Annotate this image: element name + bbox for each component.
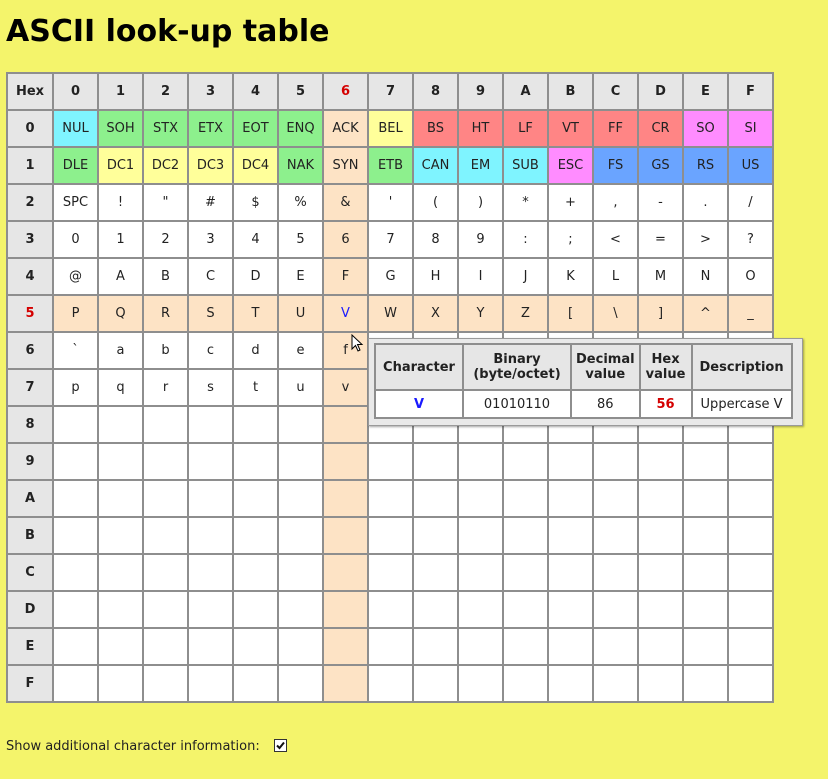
char-cell[interactable] [593,665,638,702]
char-cell[interactable]: SPC [53,184,98,221]
char-cell[interactable]: @ [53,258,98,295]
page-title: ASCII look-up table [6,14,330,49]
char-cell[interactable] [413,443,458,480]
char-cell[interactable] [278,517,323,554]
char-cell[interactable] [413,554,458,591]
char-cell[interactable]: V [323,295,368,332]
character-info-tooltip [368,338,803,426]
char-cell[interactable] [503,665,548,702]
column-header-5[interactable]: 5 [278,73,323,110]
char-cell[interactable]: SUB [503,147,548,184]
row-header-6[interactable]: 6 [7,332,53,369]
char-cell[interactable]: DC2 [143,147,188,184]
char-cell[interactable]: \ [593,295,638,332]
char-cell[interactable]: q [98,369,143,406]
char-cell[interactable]: NAK [278,147,323,184]
char-cell[interactable] [188,480,233,517]
column-header-0[interactable]: 0 [53,73,98,110]
char-cell[interactable]: SI [728,110,773,147]
char-cell[interactable] [98,443,143,480]
show-info-label: Show additional character information: [6,739,260,754]
char-cell[interactable]: M [638,258,683,295]
char-cell[interactable]: BEL [368,110,413,147]
table-row [7,443,773,480]
char-cell[interactable]: A [98,258,143,295]
table-row [7,221,773,258]
char-cell[interactable]: : [503,221,548,258]
char-cell[interactable] [278,443,323,480]
char-cell[interactable] [233,517,278,554]
char-cell[interactable]: ' [368,184,413,221]
column-header-1[interactable]: 1 [98,73,143,110]
char-cell[interactable]: NUL [53,110,98,147]
table-row [7,258,773,295]
char-cell[interactable] [278,665,323,702]
char-cell[interactable] [143,591,188,628]
char-cell[interactable] [53,591,98,628]
char-cell[interactable]: Y [458,295,503,332]
char-cell[interactable]: ? [728,221,773,258]
char-cell[interactable]: U [278,295,323,332]
char-cell[interactable] [143,443,188,480]
char-cell[interactable]: , [593,184,638,221]
char-cell[interactable] [638,443,683,480]
char-cell[interactable] [503,443,548,480]
char-cell[interactable]: e [278,332,323,369]
column-header-b[interactable]: B [548,73,593,110]
char-cell[interactable] [53,554,98,591]
char-cell[interactable] [458,591,503,628]
row-header-7[interactable]: 7 [7,369,53,406]
char-cell[interactable] [458,665,503,702]
char-cell[interactable]: SOH [98,110,143,147]
char-cell[interactable]: 6 [323,221,368,258]
char-cell[interactable] [323,443,368,480]
char-cell[interactable] [53,406,98,443]
char-cell[interactable]: DC3 [188,147,233,184]
char-cell[interactable] [548,628,593,665]
char-cell[interactable] [98,517,143,554]
char-cell[interactable] [188,554,233,591]
binary-value: 01010110 [463,390,571,418]
char-cell[interactable] [188,628,233,665]
char-cell[interactable] [638,628,683,665]
char-cell[interactable]: J [503,258,548,295]
char-cell[interactable] [143,554,188,591]
column-header-9[interactable]: 9 [458,73,503,110]
char-cell[interactable] [458,480,503,517]
char-cell[interactable]: Z [503,295,548,332]
char-cell[interactable]: = [638,221,683,258]
char-cell[interactable] [548,554,593,591]
char-cell[interactable]: p [53,369,98,406]
char-cell[interactable]: K [548,258,593,295]
table-row [7,184,773,221]
char-cell[interactable] [233,665,278,702]
column-header-3[interactable]: 3 [188,73,233,110]
char-cell[interactable]: 5 [278,221,323,258]
char-cell[interactable] [413,480,458,517]
char-cell[interactable] [638,665,683,702]
row-header-1[interactable]: 1 [7,147,53,184]
char-cell[interactable] [593,443,638,480]
char-cell[interactable] [593,591,638,628]
char-cell[interactable]: . [683,184,728,221]
char-cell[interactable] [503,517,548,554]
char-cell[interactable] [728,480,773,517]
char-cell[interactable] [233,628,278,665]
char-cell[interactable]: ! [98,184,143,221]
char-cell[interactable] [638,591,683,628]
char-cell[interactable]: D [233,258,278,295]
char-cell[interactable]: 1 [98,221,143,258]
row-header-9[interactable]: 9 [7,443,53,480]
column-header-6[interactable]: 6 [323,73,368,110]
char-cell[interactable]: GS [638,147,683,184]
char-cell[interactable] [683,480,728,517]
column-header-2[interactable]: 2 [143,73,188,110]
character-header-label: Character [383,359,455,375]
char-cell[interactable]: ETB [368,147,413,184]
table-row [7,295,773,332]
char-cell[interactable]: FF [593,110,638,147]
char-cell[interactable]: I [458,258,503,295]
char-cell[interactable] [548,665,593,702]
char-cell[interactable]: SO [683,110,728,147]
char-cell[interactable]: VT [548,110,593,147]
char-cell[interactable]: DLE [53,147,98,184]
hex-value: 56 [640,390,692,418]
char-cell[interactable] [728,517,773,554]
char-cell[interactable]: BS [413,110,458,147]
char-cell[interactable] [143,406,188,443]
char-cell[interactable]: f [323,332,368,369]
char-cell[interactable] [593,628,638,665]
char-cell[interactable] [53,628,98,665]
character-info-table [374,343,793,419]
char-cell[interactable] [323,665,368,702]
char-cell[interactable] [683,628,728,665]
column-header-d[interactable]: D [638,73,683,110]
char-cell[interactable]: c [188,332,233,369]
char-cell[interactable] [98,665,143,702]
char-cell[interactable]: FS [593,147,638,184]
row-header-2[interactable]: 2 [7,184,53,221]
row-header-c[interactable]: C [7,554,53,591]
char-cell[interactable] [278,406,323,443]
char-cell[interactable]: DC1 [98,147,143,184]
char-cell[interactable]: [ [548,295,593,332]
char-cell[interactable]: N [683,258,728,295]
char-cell[interactable]: US [728,147,773,184]
char-cell[interactable] [413,665,458,702]
char-cell[interactable] [323,554,368,591]
char-cell[interactable] [638,517,683,554]
char-cell[interactable] [143,665,188,702]
binary-header: Binary (byte/octet) [463,344,571,390]
char-cell[interactable] [323,591,368,628]
char-cell[interactable]: T [233,295,278,332]
char-cell[interactable]: G [368,258,413,295]
char-cell[interactable]: S [188,295,233,332]
char-cell[interactable] [683,665,728,702]
char-cell[interactable]: 2 [143,221,188,258]
char-cell[interactable] [368,480,413,517]
char-cell[interactable]: 8 [413,221,458,258]
char-cell[interactable] [98,591,143,628]
char-cell[interactable] [683,443,728,480]
char-cell[interactable]: ( [413,184,458,221]
row-header-0[interactable]: 0 [7,110,53,147]
char-cell[interactable] [548,591,593,628]
char-cell[interactable] [98,554,143,591]
char-cell[interactable]: ETX [188,110,233,147]
column-header-8[interactable]: 8 [413,73,458,110]
char-cell[interactable] [683,591,728,628]
char-cell[interactable] [368,554,413,591]
footer-option [6,739,287,754]
table-row [7,517,773,554]
char-cell[interactable]: LF [503,110,548,147]
decimal-header: Decimal value [571,344,640,390]
char-cell[interactable] [188,517,233,554]
char-cell[interactable]: P [53,295,98,332]
table-row [7,147,773,184]
char-cell[interactable] [323,517,368,554]
char-cell[interactable] [323,480,368,517]
char-cell[interactable] [98,406,143,443]
table-row [7,628,773,665]
char-cell[interactable] [728,443,773,480]
char-cell[interactable]: " [143,184,188,221]
char-cell[interactable]: CAN [413,147,458,184]
table-row [7,480,773,517]
char-cell[interactable]: ) [458,184,503,221]
char-cell[interactable]: ] [638,295,683,332]
char-cell[interactable]: v [323,369,368,406]
char-cell[interactable]: # [188,184,233,221]
table-row [7,554,773,591]
char-cell[interactable] [143,517,188,554]
char-cell[interactable]: ENQ [278,110,323,147]
char-cell[interactable]: ACK [323,110,368,147]
char-cell[interactable] [503,628,548,665]
char-cell[interactable]: W [368,295,413,332]
char-cell[interactable]: u [278,369,323,406]
char-cell[interactable]: RS [683,147,728,184]
char-cell[interactable] [413,517,458,554]
char-cell[interactable]: s [188,369,233,406]
char-cell[interactable]: / [728,184,773,221]
mouse-pointer-icon [351,334,365,354]
char-cell[interactable]: * [503,184,548,221]
description-header: Description [692,344,792,390]
char-cell[interactable] [143,628,188,665]
char-cell[interactable] [278,628,323,665]
char-cell[interactable]: a [98,332,143,369]
char-cell[interactable] [548,443,593,480]
char-cell[interactable] [323,406,368,443]
char-cell[interactable] [548,517,593,554]
row-header-5[interactable]: 5 [7,295,53,332]
char-cell[interactable]: d [233,332,278,369]
char-cell[interactable]: b [143,332,188,369]
column-header-7[interactable]: 7 [368,73,413,110]
char-cell[interactable] [323,628,368,665]
row-header-8[interactable]: 8 [7,406,53,443]
char-cell[interactable]: + [548,184,593,221]
hex-header: Hex value [640,344,692,390]
char-cell[interactable] [278,480,323,517]
char-cell[interactable] [233,443,278,480]
char-cell[interactable] [53,517,98,554]
column-header-row [7,73,773,110]
check-icon [275,740,286,751]
character-header [375,344,463,390]
char-cell[interactable]: F [323,258,368,295]
char-cell[interactable]: < [593,221,638,258]
char-cell[interactable] [368,517,413,554]
column-header-f[interactable]: F [728,73,773,110]
char-cell[interactable]: L [593,258,638,295]
column-header-4[interactable]: 4 [233,73,278,110]
char-cell[interactable] [728,591,773,628]
char-cell[interactable] [53,443,98,480]
char-cell[interactable]: 0 [53,221,98,258]
char-cell[interactable] [683,517,728,554]
char-cell[interactable] [548,480,593,517]
char-cell[interactable] [503,480,548,517]
char-cell[interactable]: $ [233,184,278,221]
char-cell[interactable]: & [323,184,368,221]
char-cell[interactable] [458,554,503,591]
char-cell[interactable] [143,480,188,517]
description-value: Uppercase V [692,390,792,418]
char-cell[interactable] [233,591,278,628]
show-info-checkbox[interactable] [274,739,287,752]
char-cell[interactable]: t [233,369,278,406]
column-header-a[interactable]: A [503,73,548,110]
char-cell[interactable] [503,554,548,591]
char-cell[interactable]: H [413,258,458,295]
table-row [7,591,773,628]
char-cell[interactable]: 4 [233,221,278,258]
char-cell[interactable]: r [143,369,188,406]
char-cell[interactable]: 9 [458,221,503,258]
decimal-value: 86 [571,390,640,418]
row-header-f[interactable]: F [7,665,53,702]
row-header-a[interactable]: A [7,480,53,517]
table-row [7,665,773,702]
char-cell[interactable] [188,443,233,480]
char-cell[interactable] [413,628,458,665]
char-cell[interactable] [53,665,98,702]
char-cell[interactable]: O [728,258,773,295]
char-cell[interactable]: SYN [323,147,368,184]
char-cell[interactable]: ^ [683,295,728,332]
character-value: V [375,390,463,418]
char-cell[interactable]: E [278,258,323,295]
char-cell[interactable]: X [413,295,458,332]
char-cell[interactable] [728,665,773,702]
char-cell[interactable] [188,665,233,702]
char-cell[interactable]: STX [143,110,188,147]
char-cell[interactable] [368,591,413,628]
char-cell[interactable] [458,443,503,480]
corner-header: Hex [7,73,53,110]
column-header-e[interactable]: E [683,73,728,110]
char-cell[interactable] [458,517,503,554]
char-cell[interactable]: C [188,258,233,295]
char-cell[interactable]: > [683,221,728,258]
row-header-b[interactable]: B [7,517,53,554]
char-cell[interactable] [98,628,143,665]
char-cell[interactable] [593,554,638,591]
char-cell[interactable]: DC4 [233,147,278,184]
char-cell[interactable] [728,554,773,591]
char-cell[interactable]: 3 [188,221,233,258]
char-cell[interactable] [638,554,683,591]
char-cell[interactable] [188,591,233,628]
char-cell[interactable] [368,443,413,480]
char-cell[interactable] [458,628,503,665]
char-cell[interactable]: EOT [233,110,278,147]
row-header-d[interactable]: D [7,591,53,628]
char-cell[interactable]: ` [53,332,98,369]
row-header-e[interactable]: E [7,628,53,665]
column-header-c[interactable]: C [593,73,638,110]
char-cell[interactable] [233,406,278,443]
char-cell[interactable] [233,554,278,591]
char-cell[interactable]: B [143,258,188,295]
char-cell[interactable]: EM [458,147,503,184]
table-row [7,110,773,147]
char-cell[interactable] [413,591,458,628]
char-cell[interactable]: CR [638,110,683,147]
char-cell[interactable] [233,480,278,517]
char-cell[interactable] [593,517,638,554]
char-cell[interactable]: 7 [368,221,413,258]
char-cell[interactable]: _ [728,295,773,332]
char-cell[interactable]: HT [458,110,503,147]
char-cell[interactable]: ESC [548,147,593,184]
row-header-3[interactable]: 3 [7,221,53,258]
char-cell[interactable] [278,554,323,591]
char-cell[interactable] [368,628,413,665]
char-cell[interactable]: % [278,184,323,221]
char-cell[interactable] [53,480,98,517]
char-cell[interactable] [278,591,323,628]
char-cell[interactable]: ; [548,221,593,258]
row-header-4[interactable]: 4 [7,258,53,295]
char-cell[interactable] [728,628,773,665]
char-cell[interactable] [368,665,413,702]
char-cell[interactable] [683,554,728,591]
char-cell[interactable]: Q [98,295,143,332]
char-cell[interactable] [98,480,143,517]
char-cell[interactable] [638,480,683,517]
char-cell[interactable] [503,591,548,628]
char-cell[interactable]: R [143,295,188,332]
char-cell[interactable] [188,406,233,443]
char-cell[interactable] [593,480,638,517]
char-cell[interactable]: - [638,184,683,221]
